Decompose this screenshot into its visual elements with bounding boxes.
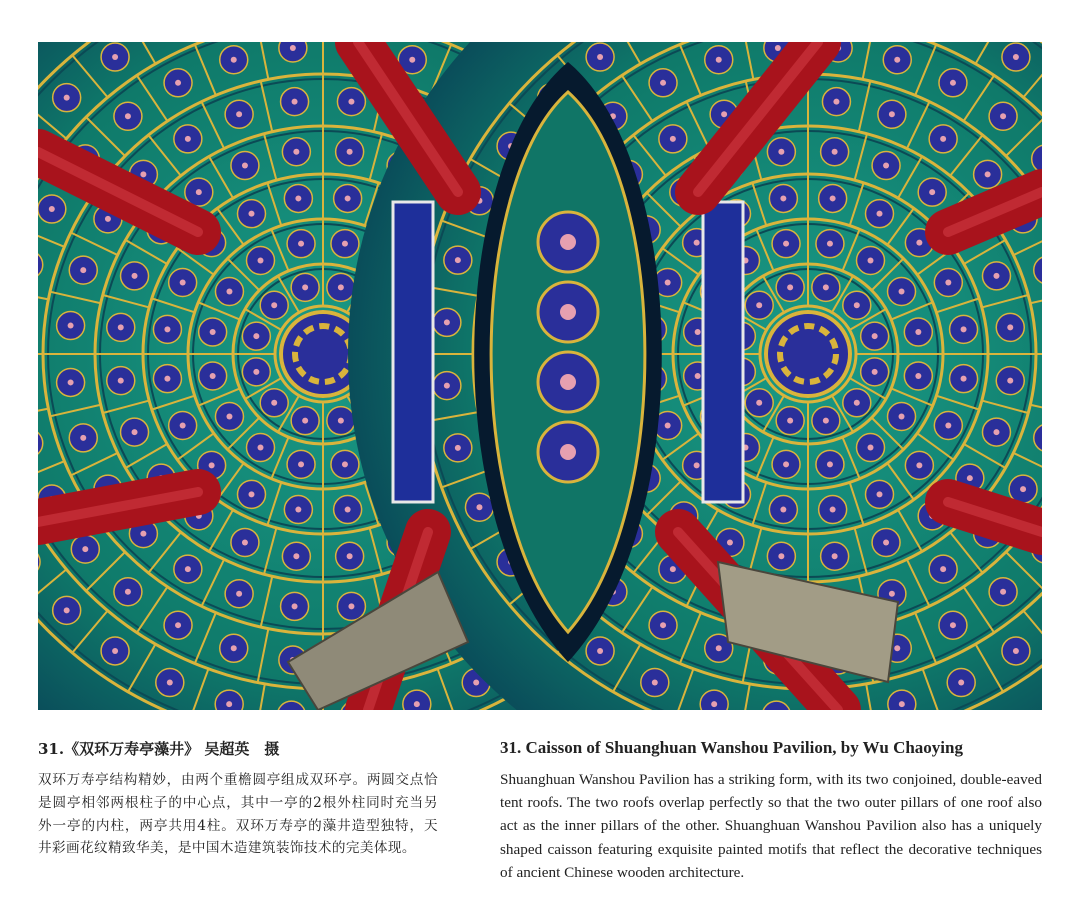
caption-english-title: 31. Caisson of Shuanghuan Wanshou Pavilion, by Wu Chaoying: [500, 738, 963, 757]
caption-chinese-title: 31.《双环万寿亭藻井》 吴超英 摄: [38, 740, 280, 758]
caption-chinese-body: 双环万寿亭结构精妙，由两个重檐圆亭组成双环亭。两圆交点恰是圆亭相邻两根柱子的中心点，其中一亭的2根外柱同时充当另外一亭的内柱，两亭共用4柱。双环万寿亭的藻井造型独特，天井彩画花纹精致华美，是中国木造建筑装饰技术的完美体现。: [38, 772, 438, 857]
caisson-illustration: [38, 42, 1042, 710]
caption-chinese: [38, 738, 438, 860]
caisson-photo: [38, 42, 1042, 710]
caption-english-body: Shuanghuan Wanshou Pavilion has a striking form, with its two conjoined, double-eaved tent roofs. The two roofs overlap perfectly so that the two outer pillars of one roof also act as the inner pillars of the other. Shuanghuan Wanshou Pavilion also has a uniquely shaped caisson featuring exquisite painted motifs that reflect the decorative techniques of ancient Chinese wooden architecture.: [500, 771, 1042, 881]
caption-english: [500, 738, 1042, 884]
